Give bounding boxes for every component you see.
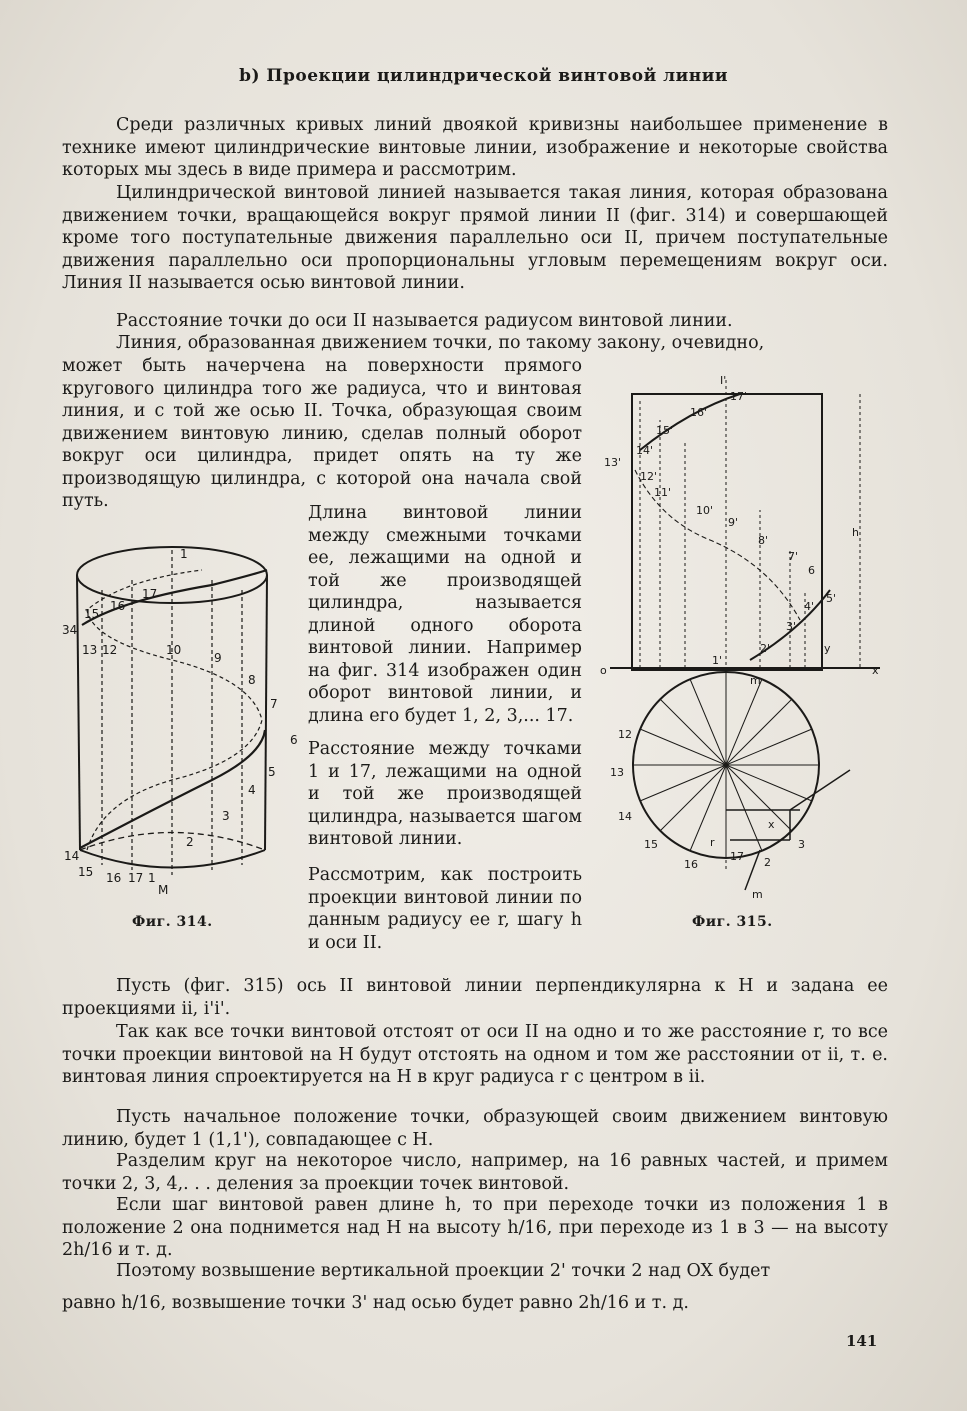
figure-315-caption: Фиг. 315. [692, 914, 773, 930]
svg-text:34: 34 [62, 623, 78, 637]
paragraph-12: Разделим круг на некоторое число, например, на 16 равных частей, и примем точки 2, 3, 4,. . . деления за проекции точек винтовой. [62, 1151, 888, 1194]
paragraph-11: Пусть начальное положение точки, образующей своим движением винтовую линию, будет 1 (1,1'), совпадающее с H. [62, 1107, 888, 1150]
svg-text:9: 9 [214, 651, 222, 665]
svg-text:2: 2 [764, 856, 771, 869]
svg-text:14: 14 [618, 810, 632, 823]
svg-text:1: 1 [148, 871, 156, 885]
svg-text:13: 13 [82, 643, 98, 657]
paragraph-14b: равно h/16, возвышение точки 3' над осью будет равно 2h/16 и т. д. [62, 1293, 689, 1313]
svg-text:14: 14 [64, 849, 80, 863]
svg-text:6: 6 [808, 564, 815, 577]
svg-text:12: 12 [102, 643, 118, 657]
svg-text:m: m [752, 888, 763, 900]
svg-text:2': 2' [760, 642, 771, 655]
paragraph-14a: Поэтому возвышение вертикальной проекции 2' точки 2 над OX будет [116, 1261, 771, 1281]
svg-text:4: 4 [248, 783, 256, 797]
svg-text:17: 17 [730, 850, 744, 863]
svg-text:6: 6 [290, 733, 298, 747]
svg-text:12: 12 [618, 728, 632, 741]
svg-text:x: x [872, 664, 879, 677]
paragraph-1: Среди различных кривых линий двоякой кривизны наибольшее применение в технике имеют цилиндрические винтовые линии, изображение и некоторые свойства которых мы здесь в виде примера и рассмотрим. [62, 115, 888, 180]
figure-315-projections [600, 370, 890, 900]
page-number: 141 [846, 1332, 878, 1350]
svg-text:1': 1' [712, 654, 723, 667]
svg-text:16': 16' [690, 406, 708, 419]
svg-text:m: m [750, 674, 761, 687]
paragraph-3: Расстояние точки до оси II называется радиусом винтовой линии. [116, 311, 733, 331]
paragraph-13: Если шаг винтовой равен длине h, то при переходе точки из положения 1 в положение 2 она поднимется над H на высоту h/16, при переходе из 1 в 3 — на высоту 2h/16 и т. д. [62, 1195, 888, 1260]
svg-text:2: 2 [186, 835, 194, 849]
svg-text:r: r [710, 836, 715, 849]
svg-text:10': 10' [696, 504, 714, 517]
paragraph-7: Расстояние между точками 1 и 17, лежащими на одной и той же производящей цилиндра, называется шагом винтовой линии. [308, 739, 582, 849]
section-heading: b) Проекции цилиндрической винтовой линии [239, 66, 728, 86]
svg-text:15': 15' [656, 424, 674, 437]
svg-text:13: 13 [610, 766, 624, 779]
svg-text:3: 3 [222, 809, 230, 823]
svg-text:17': 17' [730, 390, 748, 403]
paragraph-6: Длина винтовой линии между смежными точками ее, лежащими на одной и той же производящей цилиндра, называется длиной одного оборота винтовой линии. Например на фиг. 314 изображен один оборот винтовой линии, и длина его будет 1, 2, 3,... 17. [308, 503, 582, 726]
svg-text:17: 17 [142, 587, 158, 601]
svg-text:7': 7' [788, 550, 799, 563]
figure-314-caption: Фиг. 314. [132, 914, 213, 930]
svg-text:17: 17 [128, 871, 144, 885]
svg-text:4': 4' [804, 600, 815, 613]
svg-text:8: 8 [248, 673, 256, 687]
svg-text:15: 15 [84, 607, 100, 621]
svg-text:1: 1 [180, 547, 188, 561]
svg-text:3: 3 [798, 838, 805, 851]
svg-text:x: x [768, 818, 775, 831]
paragraph-9: Пусть (фиг. 315) ось II винтовой линии перпендикулярна к H и задана ее проекциями ii, i'i'. [62, 976, 888, 1019]
svg-text:o: o [600, 664, 607, 677]
svg-text:M: M [158, 883, 169, 897]
svg-text:h: h [852, 526, 859, 539]
svg-text:7: 7 [270, 697, 278, 711]
paragraph-2: Цилиндрической винтовой линией называется такая линия, которая образована движением точки, вращающейся вокруг прямой линии II (фиг. 314) и совершающей кроме того поступательные движения параллельно оси II, причем поступательные движения параллельно оси пропорциональны угловым перемещениям вокруг оси. Линия II называется осью винтовой линии. [62, 183, 888, 293]
paragraph-10: Так как все точки винтовой отстоят от оси II на одно и то же расстояние r, то все точки проекции винтовой на H будут отстоять на одном и том же расстоянии от ii, т. е. винтовая линия спроектируется на H в круг радиуса r с центром в ii. [62, 1022, 888, 1087]
svg-text:12': 12' [640, 470, 658, 483]
figure-314-cylinder [62, 530, 302, 900]
svg-text:14': 14' [636, 444, 654, 457]
paragraph-4: Линия, образованная движением точки, по такому закону, очевидно, [116, 333, 765, 353]
svg-text:10: 10 [166, 643, 182, 657]
paragraph-8: Рассмотрим, как построить проекции винтовой линии по данным радиусу ее r, шагу h и оси II. [308, 865, 582, 953]
svg-text:11': 11' [654, 486, 672, 499]
svg-text:5': 5' [826, 592, 837, 605]
svg-text:3': 3' [786, 620, 797, 633]
svg-text:16: 16 [106, 871, 122, 885]
svg-text:5: 5 [268, 765, 276, 779]
svg-text:13': 13' [604, 456, 622, 469]
svg-text:16: 16 [684, 858, 698, 871]
paragraph-5: может быть начерчена на поверхности прямого кругового цилиндра того же радиуса, что и винтовая линия, и с той же осью II. Точка, образующая своим движением винтовую линию, сделав полный оборот вокруг оси цилиндра, придет опять на ту же производящую цилиндра, с которой она начала свой путь. [62, 356, 582, 511]
svg-text:15: 15 [78, 865, 94, 879]
svg-text:I': I' [720, 374, 727, 387]
svg-text:9': 9' [728, 516, 739, 529]
svg-text:16: 16 [110, 599, 126, 613]
svg-text:15: 15 [644, 838, 658, 851]
svg-text:y: y [824, 642, 831, 655]
svg-text:8': 8' [758, 534, 769, 547]
